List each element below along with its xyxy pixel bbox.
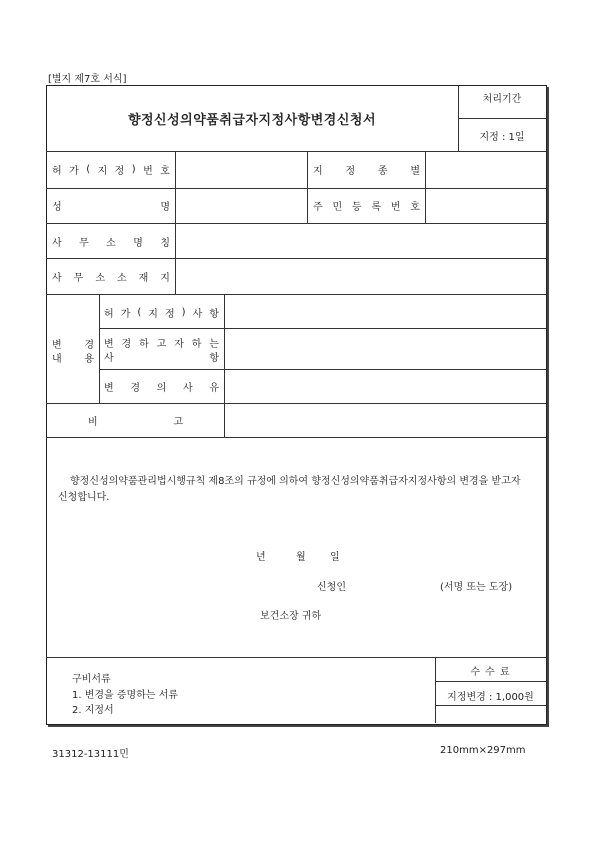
permit-item-field[interactable] xyxy=(225,295,545,327)
office-address-field[interactable] xyxy=(176,259,545,293)
permit-number-label: 허 가 ( 지 정 ) 번 호 xyxy=(52,163,170,177)
name-label: 성 명 xyxy=(52,201,170,213)
date-day-label: 일 xyxy=(330,552,340,563)
permit-number-field[interactable] xyxy=(176,152,306,187)
documents-heading: 구비서류 xyxy=(72,674,111,685)
resident-number-field[interactable] xyxy=(426,189,545,222)
processing-period-label: 처리기간 xyxy=(482,94,522,105)
office-name-label: 사 무 소 명 칭 xyxy=(52,237,170,249)
change-reason-field[interactable] xyxy=(225,370,545,402)
resident-number-label: 주 민 등 록 번 호 xyxy=(313,201,420,213)
date-month-field[interactable] xyxy=(310,546,328,560)
document-item-2: 2. 지정서 xyxy=(72,705,114,716)
date-year-field[interactable] xyxy=(270,546,294,560)
intended-change-label-line2: 사 항 xyxy=(104,352,219,364)
fee-heading: 수 수 료 xyxy=(470,667,511,678)
paper-size: 210mm×297mm xyxy=(440,745,526,756)
change-group-label-top: 변 경 xyxy=(52,339,94,351)
remarks-label: 비 고 xyxy=(88,416,183,428)
designation-type-label: 지 정 종 별 xyxy=(313,165,420,177)
signature-hint: (서명 또는 도장) xyxy=(440,582,513,593)
applicant-name-field[interactable] xyxy=(356,575,434,591)
permit-item-label: 허 가 ( 지 정 ) 사 항 xyxy=(104,306,219,320)
applicant-label: 신청인 xyxy=(317,582,346,593)
fee-value: 지정변경 : 1,000원 xyxy=(447,692,534,703)
date-month-label: 월 xyxy=(296,552,306,563)
remarks-field[interactable] xyxy=(225,404,545,436)
name-field[interactable] xyxy=(176,189,306,222)
form-label: [별지 제7호 서식] xyxy=(48,74,127,85)
document-item-1: 1. 변경을 증명하는 서류 xyxy=(72,690,179,701)
addressee: 보건소장 귀하 xyxy=(260,611,322,622)
form-title: 향정신성의약품취급자지정사항변경신청서 xyxy=(127,112,377,128)
processing-period-value: 지정 : 1일 xyxy=(479,132,525,143)
date-year-label: 년 xyxy=(256,552,266,563)
change-group-label-bottom: 내 용 xyxy=(52,353,94,365)
intended-change-field[interactable] xyxy=(225,329,545,368)
office-address-label: 사 무 소 소 재 지 xyxy=(52,272,170,284)
change-reason-label: 변 경 의 사 유 xyxy=(104,382,219,394)
designation-type-field[interactable] xyxy=(426,152,545,187)
intended-change-label-line1: 변 경 하 고 자 하 는 xyxy=(104,338,219,350)
office-name-field[interactable] xyxy=(176,224,545,257)
form-code: 31312-13111민 xyxy=(52,749,129,760)
application-statement: 향정신성의약품관리법시행규칙 제8조의 규정에 의하여 향정신성의약품취급자지정사항의 변경을 받고자 신청합니다. xyxy=(58,476,521,503)
